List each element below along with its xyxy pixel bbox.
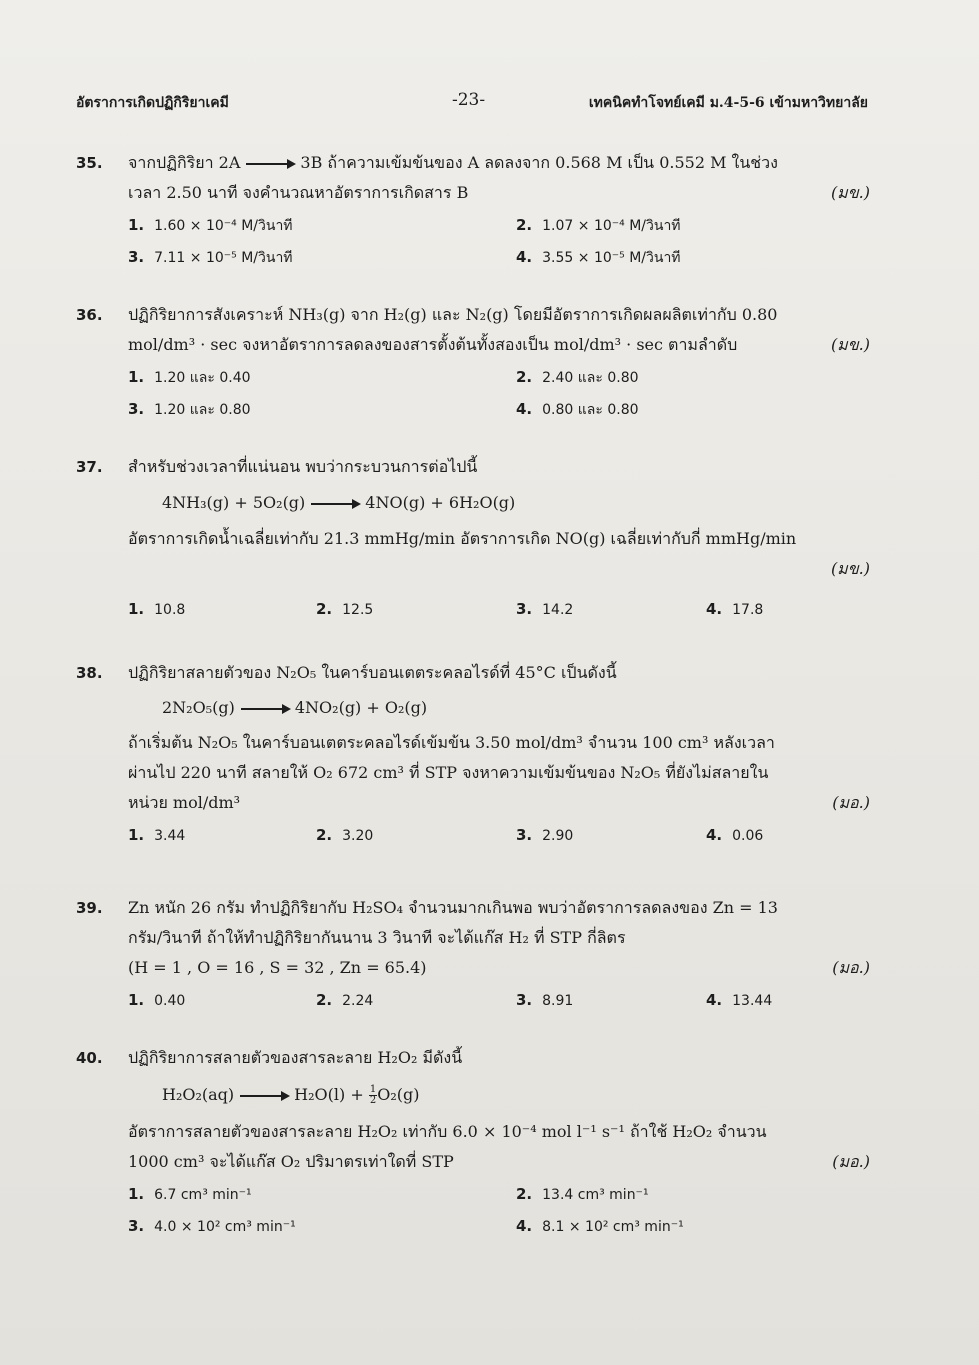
question-text-line: (H = 1 , O = 16 , S = 32 , Zn = 65.4) (มอ.) — [128, 953, 870, 983]
chemical-equation: 2N₂O₅(g) 4NO₂(g) + O₂(g) — [162, 698, 428, 717]
question-number: 37. — [76, 458, 103, 476]
option-2[interactable]: 2. 13.4 cm³ min⁻¹ — [516, 1185, 649, 1203]
question-text-line: ปฏิกิริยาการสังเคราะห์ NH₃(g) จาก H₂(g) และ N₂(g) โดยมีอัตราการเกิดผลผลิตเท่ากับ 0.80 — [128, 305, 778, 324]
option-4[interactable]: 4. 13.44 — [706, 991, 773, 1009]
reaction-arrow-icon — [311, 503, 359, 505]
option-3[interactable]: 3. 2.90 — [516, 826, 574, 844]
option-1[interactable]: 1. 3.44 — [128, 826, 186, 844]
option-4[interactable]: 4. 0.06 — [706, 826, 764, 844]
source-tag: (มข.) — [830, 183, 870, 202]
answer-options — [128, 818, 870, 850]
option-4[interactable]: 4. 0.80 และ 0.80 — [516, 400, 639, 418]
option-1[interactable]: 1. 10.8 — [128, 600, 186, 618]
answer-options — [128, 592, 870, 624]
reaction-arrow-icon — [246, 163, 294, 165]
option-1[interactable]: 1. 6.7 cm³ min⁻¹ — [128, 1185, 252, 1203]
header-book-title: เทคนิคทำโจทย์เคมี ม.4-5-6 เข้ามหาวิทยาลัย — [588, 95, 868, 111]
option-4[interactable]: 4. 3.55 × 10⁻⁵ M/วินาที — [516, 248, 681, 266]
question-text-line: 1000 cm³ จะได้แก๊ส O₂ ปริมาตรเท่าใดที่ STP (มอ.) — [128, 1147, 870, 1177]
reaction-arrow-icon — [241, 708, 289, 710]
option-3[interactable]: 3. 1.20 และ 0.80 — [128, 400, 251, 418]
question-text-line: Zn หนัก 26 กรัม ทำปฏิกิริยากับ H₂SO₄ จำนวนมากเกินพอ พบว่าอัตราการลดลงของ Zn = 13 — [128, 898, 778, 917]
option-3[interactable]: 3. 4.0 × 10² cm³ min⁻¹ — [128, 1217, 296, 1235]
option-3[interactable]: 3. 8.91 — [516, 991, 574, 1009]
answer-options — [128, 360, 870, 392]
answer-options — [128, 983, 870, 1015]
question-number: 38. — [76, 664, 103, 682]
option-2[interactable]: 2. 3.20 — [316, 826, 374, 844]
answer-options — [128, 1177, 870, 1209]
question-text-line: อัตราการสลายตัวของสารละลาย H₂O₂ เท่ากับ 6.0 × 10⁻⁴ mol l⁻¹ s⁻¹ ถ้าใช้ H₂O₂ จำนวน — [128, 1122, 767, 1141]
option-4[interactable]: 4. 8.1 × 10² cm³ min⁻¹ — [516, 1217, 684, 1235]
question-text-line: ปฏิกิริยาการสลายตัวของสารละลาย H₂O₂ มีดังนี้ — [128, 1048, 463, 1067]
option-2[interactable]: 2. 2.24 — [316, 991, 374, 1009]
question-text-line: อัตราการเกิดน้ำเฉลี่ยเท่ากับ 21.3 mmHg/min อัตราการเกิด NO(g) เฉลี่ยเท่ากับกี่ mmHg/min — [128, 529, 797, 548]
question-text-line: ผ่านไป 220 นาที สลายให้ O₂ 672 cm³ ที่ STP จงหาความเข้มข้นของ N₂O₅ ที่ยังไม่สลายใน — [128, 763, 769, 782]
answer-options — [128, 208, 870, 240]
source-tag: (มอ.) — [832, 958, 870, 977]
source-tag: (มอ.) — [832, 793, 870, 812]
option-2[interactable]: 2. 12.5 — [316, 600, 374, 618]
chemical-equation: H₂O₂(aq) H₂O(l) + $\frac{1}{2}$ O₂(g) — [162, 1084, 420, 1106]
option-2[interactable]: 2. 1.07 × 10⁻⁴ M/วินาที — [516, 216, 681, 234]
question-number: 39. — [76, 899, 103, 917]
answer-options — [128, 1209, 870, 1241]
answer-options — [128, 240, 870, 272]
option-3[interactable]: 3. 7.11 × 10⁻⁵ M/วินาที — [128, 248, 293, 266]
option-1[interactable]: 1. 0.40 — [128, 991, 186, 1009]
page-header — [76, 92, 868, 114]
question-text-line: จากปฏิกิริยา 2A 3B ถ้าความเข้มข้นของ A ลดลงจาก 0.568 M เป็น 0.552 M ในช่วง — [128, 153, 778, 172]
option-4[interactable]: 4. 17.8 — [706, 600, 764, 618]
option-3[interactable]: 3. 14.2 — [516, 600, 574, 618]
question-number: 36. — [76, 306, 103, 324]
chemical-equation: 4NH₃(g) + 5O₂(g) 4NO(g) + 6H₂O(g) — [162, 493, 516, 512]
question-text-line: กรัม/วินาที ถ้าให้ทำปฏิกิริยากันนาน 3 วินาที จะได้แก๊ส H₂ ที่ STP กี่ลิตร — [128, 928, 626, 947]
question-text-line: ถ้าเริ่มต้น N₂O₅ ในคาร์บอนเตตระคลอไรด์เข้มข้น 3.50 mol/dm³ จำนวน 100 cm³ หลังเวลา — [128, 733, 775, 752]
question-text-line: สำหรับช่วงเวลาที่แน่นอน พบว่ากระบวนการต่อไปนี้ — [128, 457, 478, 476]
source-tag: (มข.) — [830, 559, 870, 578]
source-tag: (มข.) — [830, 335, 870, 354]
fraction-one-half: $\frac{1}{2}$ — [369, 1084, 377, 1106]
header-chapter-title: อัตราการเกิดปฏิกิริยาเคมี — [76, 95, 229, 111]
option-1[interactable]: 1. 1.20 และ 0.40 — [128, 368, 251, 386]
question-number: 40. — [76, 1049, 103, 1067]
question-text-line: ปฏิกิริยาสลายตัวของ N₂O₅ ในคาร์บอนเตตระคลอไรด์ที่ 45°C เป็นดังนี้ — [128, 663, 617, 682]
question-text-line — [128, 554, 870, 584]
option-2[interactable]: 2. 2.40 และ 0.80 — [516, 368, 639, 386]
page-number: -23- — [452, 90, 486, 110]
question-text-line: หน่วย mol/dm³ (มอ.) — [128, 788, 870, 818]
question-text-line: เวลา 2.50 นาที จงคำนวณหาอัตราการเกิดสาร B (มข.) — [128, 178, 870, 208]
question-text-line: mol/dm³ · sec จงหาอัตราการลดลงของสารตั้งต้นทั้งสองเป็น mol/dm³ · sec ตามลำดับ (มข.) — [128, 330, 870, 360]
source-tag: (มอ.) — [832, 1152, 870, 1171]
reaction-arrow-icon — [240, 1095, 288, 1097]
question-number: 35. — [76, 154, 103, 172]
option-1[interactable]: 1. 1.60 × 10⁻⁴ M/วินาที — [128, 216, 293, 234]
answer-options — [128, 392, 870, 424]
